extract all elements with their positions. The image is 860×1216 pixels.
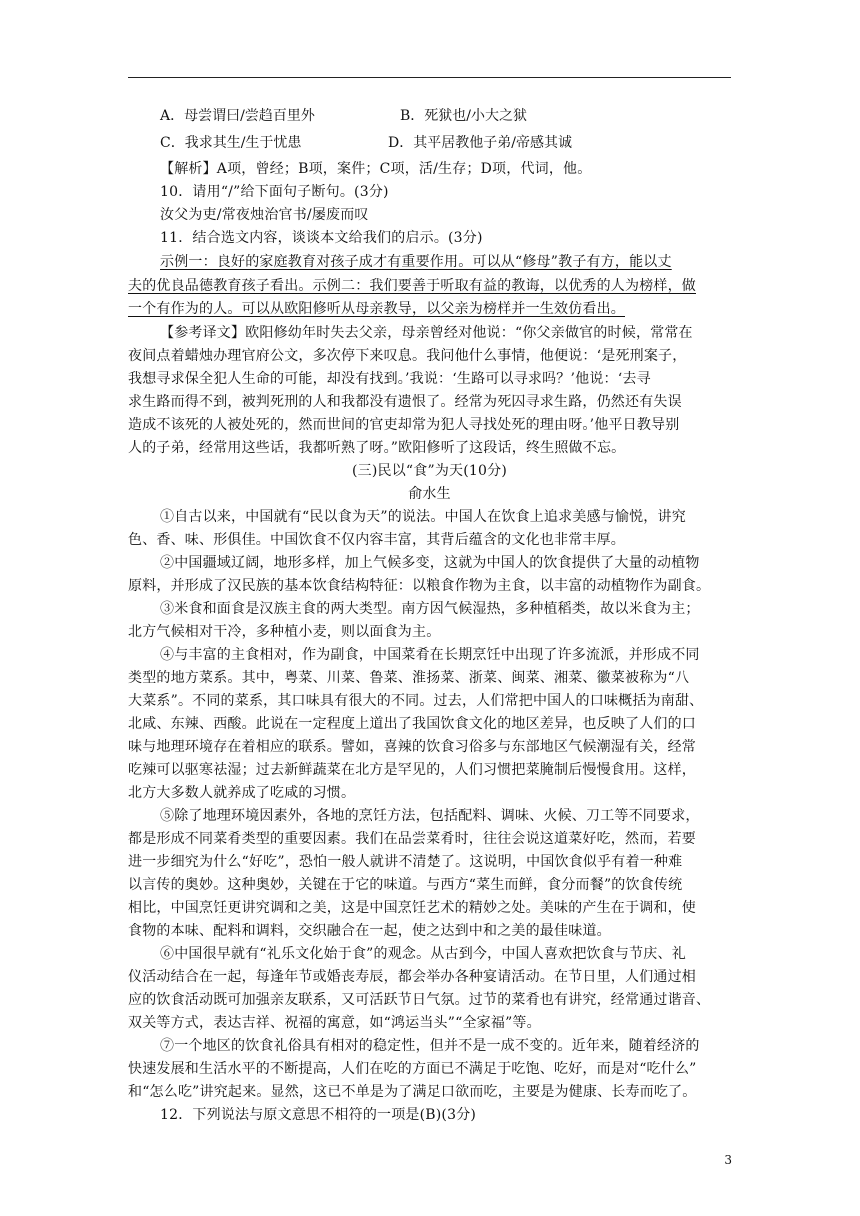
paragraph-line: 色、香、味、形俱佳。中国饮食不仅内容丰富，其背后蕴含的文化也非常丰厚。 [128, 532, 625, 548]
translation-line: 我想寻求保全犯人生命的可能，却没有找到。’我说：‘生路可以寻求吗？’他说：‘去寻 [128, 371, 651, 387]
paragraph-line: 吃辣可以驱寒祛湿；过去新鲜蔬菜在北方是罕见的，人们习惯把菜腌制后慢慢食用。这样， [128, 762, 696, 778]
q11-prompt: 11．结合选文内容，谈谈本文给我们的启示。(3分) [160, 230, 483, 246]
paragraph-line: ①自古以来，中国就有“民以食为天”的说法。中国人在饮食上追求美感与愉悦，讲究 [160, 509, 686, 525]
translation-line: 人的子弟，经常用这些话，我都听熟了呀。”欧阳修听了这段话，终生照做不忘。 [128, 440, 626, 456]
paragraph-line: ②中国疆域辽阔，地形多样，加上气候多变，这就为中国人的饮食提供了大量的动植物 [160, 555, 700, 571]
q11-answer-line: 一个有作为的人。可以从欧阳修听从母亲教导，以父亲为榜样并一生效仿看出。 [128, 301, 625, 317]
paragraph-line: 和“怎么吃”讲究起来。显然，这已不单是为了满足口欲而吃，主要是为健康、长寿而吃了。 [128, 1084, 697, 1100]
header-rule [128, 77, 731, 78]
page-number: 3 [724, 1153, 732, 1167]
author: 俞水生 [408, 486, 451, 502]
paragraph-line: 都是形成不同菜肴类型的重要因素。我们在品尝菜肴时，往往会说这道菜好吃，然而，若要 [128, 831, 696, 847]
paragraph-line: ⑦一个地区的饮食礼俗具有相对的稳定性，但并不是一成不变的。近年来，随着经济的 [160, 1038, 700, 1054]
q10-prompt: 10．请用“/”给下面句子断句。(3分) [160, 184, 389, 200]
option-b: B．死狱也/小大之狱 [400, 108, 528, 124]
paragraph-line: 味与地理环境存在着相应的联系。譬如，喜辣的饮食习俗多与东部地区气候潮湿有关，经常 [128, 739, 696, 755]
analysis: 【解析】A项，曾经；B项，案件；C项，活/生存；D项，代词，他。 [160, 161, 592, 177]
option-a: A．母尝谓曰/尝趋百里外 [160, 108, 315, 124]
paragraph-line: 双关等方式，表达吉祥、祝福的寓意，如“鸿运当头”“全家福”等。 [128, 1015, 541, 1031]
paragraph-line: 快速发展和生活水平的不断提高，人们在吃的方面已不满足于吃饱、吃好，而是对“吃什么” [128, 1061, 697, 1077]
paragraph-line: 大菜系”。不同的菜系，其口味具有很大的不同。过去，人们常把中国人的口味概括为南甜、 [128, 693, 704, 709]
translation-line: 【参考译文】欧阳修幼年时失去父亲，母亲曾经对他说：“你父亲做官的时候，常常在 [160, 325, 693, 341]
paragraph-line: 类型的地方菜系。其中，粤菜、川菜、鲁菜、淮扬菜、浙菜、闽菜、湘菜、徽菜被称为“八 [128, 670, 690, 686]
paragraph-line: ③米食和面食是汉族主食的两大类型。南方因气候湿热，多种植稻类，故以米食为主； [160, 601, 700, 617]
translation-line: 夜间点着蜡烛办理官府公文，多次停下来叹息。我问他什么事情，他便说：‘是死刑案子， [128, 348, 687, 364]
paragraph-line: 以言传的奥妙。这种奥妙，关键在于它的味道。与西方“菜生而鲜，食分而餐”的饮食传统 [128, 877, 683, 893]
translation-line: 求生路而得不到，被判死刑的人和我都没有遗恨了。经常为死囚寻求生路，仍然还有失误 [128, 394, 682, 410]
paragraph-line: ④与丰富的主食相对，作为副食，中国菜肴在长期烹饪中出现了许多流派，并形成不同 [160, 647, 700, 663]
paragraph-line: 食物的本味、配料和调料，交织融合在一起，使之达到中和之美的最佳味道。 [128, 923, 611, 939]
q11-answer-line: 夫的优良品德教育孩子看出。示例二：我们要善于听取有益的教诲，以优秀的人为榜样，做 [128, 278, 696, 294]
paragraph-line: 北咸、东辣、西酸。此说在一定程度上道出了我国饮食文化的地区差异，也反映了人们的口 [128, 716, 696, 732]
paragraph-line: 仪活动结合在一起，每逢年节或婚丧寿辰，都会举办各种宴请活动。在节日里，人们通过相 [128, 969, 696, 985]
paragraph-line: ⑤除了地理环境因素外，各地的烹饪方法，包括配料、调味、火候、刀工等不同要求， [160, 808, 700, 824]
translation-line: 造成不该死的人被处死的，然而世间的官吏却常为犯人寻找处死的理由呀。’他平日教导别 [128, 417, 680, 433]
option-d: D．其平居教他子弟/帝感其诚 [388, 135, 572, 151]
paragraph-line: 进一步细究为什么“好吃”，恐怕一般人就讲不清楚了。这说明，中国饮食似乎有着一种难 [128, 854, 683, 870]
paragraph-line: 应的饮食活动既可加强亲友联系，又可活跃节日气氛。过节的菜肴也有讲究，经常通过谐音、 [128, 992, 711, 1008]
option-c: C．我求其生/生于忧患 [160, 135, 302, 151]
q12-prompt: 12．下列说法与原文意思不相符的一项是(B)(3分) [160, 1107, 477, 1123]
paragraph-line: ⑥中国很早就有“礼乐文化始于食”的观念。从古到今，中国人喜欢把饮食与节庆、礼 [160, 946, 686, 962]
paragraph-line: 原料，并形成了汉民族的基本饮食结构特征：以粮食作物为主食，以丰富的动植物作为副食。 [128, 578, 711, 594]
paragraph-line: 北方气候相对干冷，多种植小麦，则以面食为主。 [128, 624, 441, 640]
paragraph-line: 北方大多数人就养成了吃咸的习惯。 [128, 785, 356, 801]
q10-answer: 汝父为吏/常夜烛治官书/屡废而叹 [160, 207, 369, 223]
paragraph-line: 相比，中国烹饪更讲究调和之美，这是中国烹饪艺术的精妙之处。美味的产生在于调和，使 [128, 900, 696, 916]
section-title: (三)民以“食”为天(10分) [352, 463, 507, 479]
q11-answer-line: 示例一：良好的家庭教育对孩子成才有重要作用。可以从“修母”教子有方，能以丈 [160, 254, 672, 270]
